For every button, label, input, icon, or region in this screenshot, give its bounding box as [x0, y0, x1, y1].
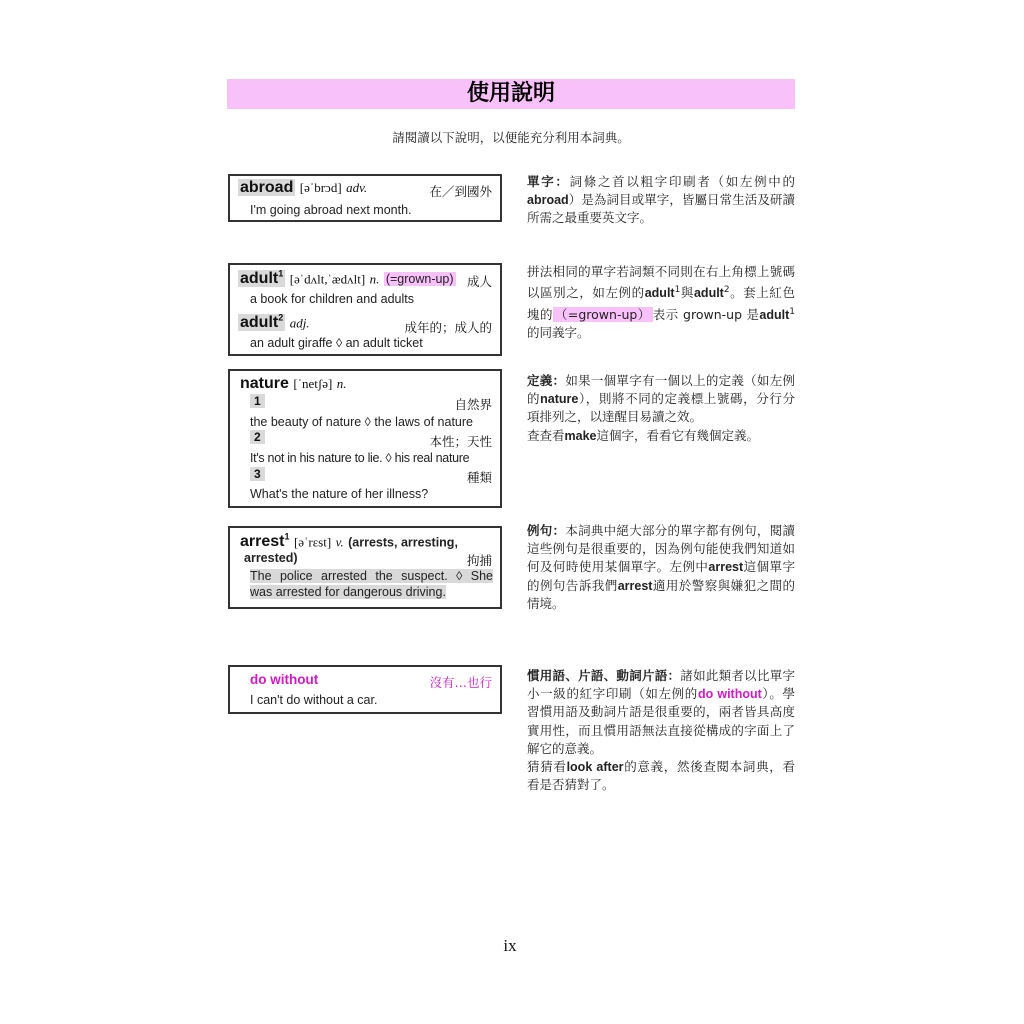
synonym-chip: (=grown-up)	[385, 272, 454, 287]
headword: nature	[240, 375, 289, 392]
part-of-speech: n.	[336, 376, 347, 391]
chinese-meaning: 種類	[466, 470, 492, 485]
chinese-meaning: 本性；天性	[429, 434, 492, 449]
explanation-label: 慣用語、片語、動詞片語：	[527, 669, 681, 683]
explanation-homograph: 拼法相同的單字若詞類不同則在右上角標上號碼以區別之，如左例的adult$^1$與adult$^2$。套上紅色塊的 （=grown-up） 表示 grown-up 是adult$^1$的同義字。	[527, 264, 795, 340]
example-sentence: The police arrested the suspect. ◊ She	[250, 569, 493, 583]
explanation-label: 單字：	[527, 175, 570, 189]
explanation-headword: 單字：詞條之首以粗字印刷者（如左例中的abroad）是為詞目或單字，皆屬日常生活及研讀所需之最重要英文字。	[527, 174, 795, 226]
synonym-chip: （=grown-up）	[554, 306, 651, 322]
entry-box-do-without	[228, 665, 502, 714]
example-sentence: I'm going abroad next month.	[250, 203, 412, 217]
chinese-meaning: 成人	[466, 274, 492, 289]
example-sentence: an adult giraffe ◊ an adult ticket	[250, 336, 423, 350]
headword: arrest$^1$	[240, 532, 290, 551]
chinese-meaning: 拘捕	[466, 553, 492, 568]
chinese-meaning: 成年的；成人的	[404, 320, 492, 335]
idiom-headword: do without	[250, 672, 319, 687]
chinese-meaning: 沒有…也行	[429, 675, 492, 690]
explanation-label: 例句：	[527, 524, 566, 538]
example-sentence: the beauty of nature ◊ the laws of nature	[250, 415, 473, 429]
intro-text: 請閱讀以下說明，以便能充分利用本詞典。	[392, 130, 630, 145]
part-of-speech: adv.	[346, 180, 368, 195]
page-number: ix	[503, 936, 517, 955]
entry-box-arrest	[228, 526, 502, 609]
example-sentence: a book for children and adults	[250, 292, 414, 306]
example-sentence: What's the nature of her illness?	[250, 487, 429, 501]
part-of-speech: adj.	[289, 315, 310, 331]
headword: adult$^1$	[240, 269, 284, 288]
explanation-example: 例句：本詞典中絕大部分的單字都有例句，閱讀這些例句是很重要的，因為例句能使我們知道如何及何時使用某個單字。左例中arrest這個單字的例句告訴我們arrest適用於警察與嫌犯之間的情境。	[527, 523, 795, 611]
entry-box-abroad	[228, 174, 502, 222]
example-sentence: was arrested for dangerous driving.	[250, 585, 446, 599]
headword: adult$^2$	[240, 313, 284, 332]
pronunciation: [əˈbrɔd]	[299, 180, 342, 195]
pronunciation: [əˈrɛst]	[293, 534, 332, 550]
chinese-meaning: 在／到國外	[429, 184, 492, 199]
entry-box-adult	[228, 263, 502, 356]
pronunciation: [ˈnetʃə]	[293, 376, 333, 391]
example-sentence: I can't do without a car.	[250, 693, 378, 707]
sense-number: 2	[250, 430, 265, 444]
pronunciation: [əˈdʌlt,ˈædʌlt]	[289, 271, 366, 287]
homograph-number: 1	[278, 269, 284, 279]
page-title: 使用說明	[227, 79, 795, 109]
explanation-definition: 定義：如果一個單字有一個以上的定義（如左例的nature），則將不同的定義標上號碼，分行分項排列之，以達醒目易讀之效。 查查看make這個字，看看它有幾個定義。	[527, 373, 795, 443]
homograph-number: 1	[284, 532, 290, 542]
part-of-speech: v.	[335, 534, 344, 550]
homograph-number: 2	[278, 313, 284, 323]
sense-number: 1	[250, 394, 265, 408]
explanation-label: 定義：	[527, 374, 566, 388]
inflected-forms: (arrests, arresting,	[348, 535, 458, 550]
chinese-meaning: 自然界	[454, 397, 492, 412]
entry-box-nature	[228, 369, 502, 508]
headword: abroad	[240, 179, 294, 196]
part-of-speech: n.	[369, 271, 380, 287]
inflected-forms: arrested)	[244, 551, 298, 565]
explanation-idiom: 慣用語、片語、動詞片語：諸如此類者以比單字小一級的紅字印刷（如左例的do without）。學習慣用語及動詞片語是很重要的，兩者皆具高度實用性，而且慣用語無法直接從構成的字面上了解它的意義。 猜猜看look after的意義，然後查閱本詞典，看看是否猜對了。	[527, 668, 795, 793]
sense-number: 3	[250, 467, 265, 481]
example-sentence: It's not in his nature to lie. ◊ his real nature	[250, 451, 470, 465]
